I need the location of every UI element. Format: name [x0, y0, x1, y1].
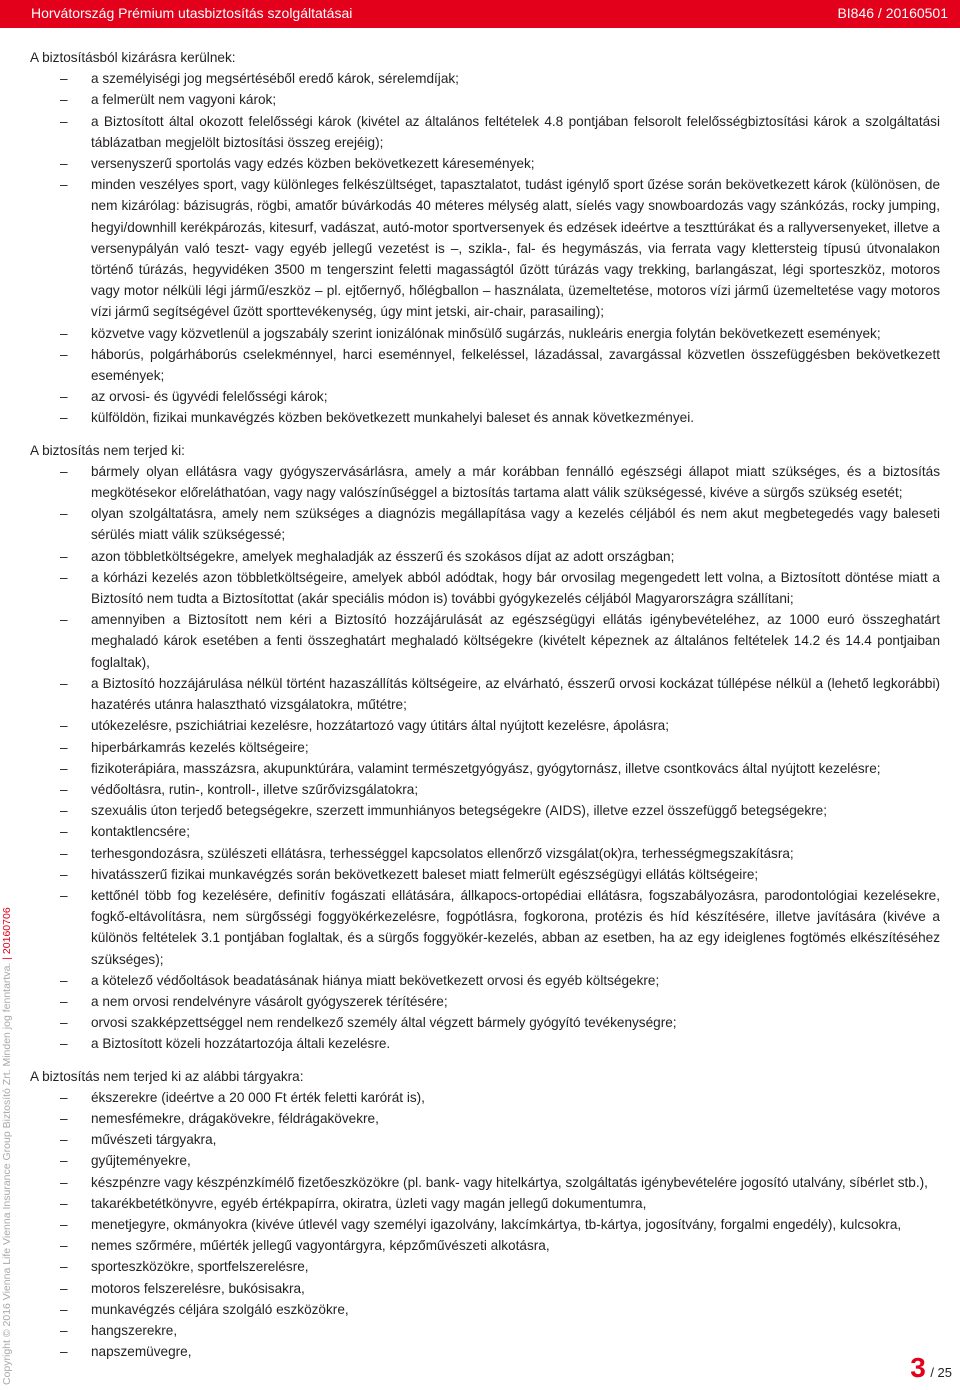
- list-item: – olyan szolgáltatásra, amely nem szükséges a diagnózis megállapítása vagy a kezelés céljából és nem akut megbetegedés vagy baleseti sérülés miatt válik szükségessé;: [30, 503, 940, 545]
- list-item: – sporteszközökre, sportfelszerelésre,: [30, 1256, 940, 1277]
- list-item: – minden veszélyes sport, vagy különleges felkészültséget, tapasztalatot, tudást igénylő sport űzése során bekövetkezett károk (különösen, de nem kizárólag: bázisugrás, rögbi, amatőr búvárkodás 40 méteres mélység alatt, síelés vagy snowboardozás vagy szánkózás, rocky jumping, hegyi/downhill kerékpározás, kitesurf, vadászat, autó-motor sportversenyek és edzések ideértve a teszttúrákat és a rallyversenyeket, illetve a versenypályán való teszt- vagy egyéb jellegű vezetést is –, szikla-, fal- és hegymászás, via ferrata vagy klettersteig típusú útvonalakon történő túrázás, hegyvidéken 3500 m tengerszint feletti magasságtól űzött túrázás vagy trekking, barlangászat, légi sporteszköz, motoros vagy motor nélküli légi jármű/eszköz – pl. ejtőernyő, hőlégballon – használata, üzemeltetése, motoros vízi jármű üzemeltetése vagy motoros vízi jármű segítségével űzött sporttevékenység, úgy mint jetski, air-chair, parasailing);: [30, 174, 940, 322]
- list-item: – készpénzre vagy készpénzkímélő fizetőeszközökre (pl. bank- vagy hitelkártya, szolgáltatás igénybevételére jogosító utalvány, síbérlet stb.),: [30, 1172, 940, 1193]
- list-item: – menetjegyre, okmányokra (kivéve útlevél vagy személyi igazolvány, lakcímkártya, tb-kártya, jogosítvány, forgalmi engedély), kulcsokra,: [30, 1214, 940, 1235]
- list-item: – művészeti tárgyakra,: [30, 1129, 940, 1150]
- list-item: – védőoltásra, rutin-, kontroll-, illetve szűrővizsgálatokra;: [30, 779, 940, 800]
- list-item: – az orvosi- és ügyvédi felelősségi károk;: [30, 386, 940, 407]
- list-item: – nemesfémekre, drágakövekre, féldrágakövekre,: [30, 1108, 940, 1129]
- list-item: – hivatásszerű fizikai munkavégzés során bekövetkezett baleset miatt felmerült egészségügyi ellátás költségeire;: [30, 864, 940, 885]
- list-item: – a nem orvosi rendelvényre vásárolt gyógyszerek térítésére;: [30, 991, 940, 1012]
- list-item: – hangszerekre,: [30, 1320, 940, 1341]
- list-item: – takarékbetétkönyvre, egyéb értékpapírra, okiratra, üzleti vagy magán jellegű dokumentumra,: [30, 1193, 940, 1214]
- list-item: – háborús, polgárháborús cselekménnyel, harci eseménnyel, felkeléssel, lázadással, zavargással közvetlen összefüggésben bekövetkezett események;: [30, 344, 940, 386]
- excluded-items-section: [30, 1066, 940, 1363]
- list-item: – gyűjteményekre,: [30, 1150, 940, 1171]
- page-number: [910, 1352, 952, 1384]
- excluded-items-list: [30, 1087, 940, 1363]
- list-item: – a felmerült nem vagyoni károk;: [30, 89, 940, 110]
- list-item: – a kórházi kezelés azon többletköltségeire, amelyek abból adódtak, hogy bár orvosilag megengedett lett volna, a Biztosított döntése miatt a Biztosító nem tudta a Biztosítottat (akár speciális módon is) további gyógykezelés céljából Magyarországra szállítani;: [30, 567, 940, 609]
- not-covered-section: [30, 440, 940, 1055]
- list-item: – a Biztosító hozzájárulása nélkül történt hazaszállítás költségeire, az elvárható, ésszerű orvosi kockázat túllépése nélkül a (lehető legkorábbi) hazatérés utánra halasztható vizsgálatokra, műtétre;: [30, 673, 940, 715]
- list-item: – munkavégzés céljára szolgáló eszközökre,: [30, 1299, 940, 1320]
- list-item: – motoros felszerelésre, bukósisakra,: [30, 1278, 940, 1299]
- page-header: [0, 0, 960, 28]
- copyright-sidebar: [1, 865, 13, 1385]
- list-item: – kontaktlencsére;: [30, 821, 940, 842]
- document-code: BI846 / 20160501: [837, 5, 948, 21]
- list-item: – versenyszerű sportolás vagy edzés közben bekövetkezett káresemények;: [30, 153, 940, 174]
- section-title: A biztosítás nem terjed ki:: [30, 442, 185, 458]
- exclusions-section: [30, 47, 940, 429]
- list-item: – közvetve vagy közvetlenül a jogszabály szerint ionizálónak minősülő sugárzás, nukleáris energia folytán bekövetkezett események;: [30, 323, 940, 344]
- list-item: – amennyiben a Biztosított nem kéri a Biztosító hozzájárulását az egészségügyi ellátás igénybevételéhez, az 1000 euró összeghatárt meghaladó károk esetében a fenti összeghatárt meghaladó költségekre (kivételt képeznek az általános feltételek 14.2 és 14.4 pontjaiban foglaltak),: [30, 609, 940, 673]
- current-page: 3: [910, 1352, 926, 1383]
- section-title: A biztosítás nem terjed ki az alábbi tárgyakra:: [30, 1068, 304, 1084]
- list-item: – bármely olyan ellátásra vagy gyógyszervásárlásra, amely a már korábban fennálló egészségi állapot miatt szükséges, és a biztosítás megkötésekor előreláthatóan, vagy nagy valószínűséggel a biztosítás tartama alatt válik szükségessé, kivéve a sürgős szükség esetét;: [30, 461, 940, 503]
- list-item: – hiperbárkamrás kezelés költségeire;: [30, 737, 940, 758]
- copyright-text: Copyright © 2016 Vienna Life Vienna Insurance Group Biztosító Zrt. Minden jog fenntartva.: [1, 962, 13, 1385]
- list-item: – külföldön, fizikai munkavégzés közben bekövetkezett munkahelyi baleset és annak következményei.: [30, 407, 940, 428]
- not-covered-list: [30, 461, 940, 1055]
- list-item: – fizikoterápiára, masszázsra, akupunktúrára, valamint természetgyógyász, gyógytornász, illetve csontkovács által nyújtott kezelésre;: [30, 758, 940, 779]
- list-item: – a kötelező védőoltások beadatásának hiánya miatt bekövetkezett orvosi és egyéb költségekre;: [30, 970, 940, 991]
- list-item: – a Biztosított által okozott felelősségi károk (kivétel az általános feltételek 4.8 pontjában felsorolt felelősségbiztosítási károk a szolgáltatási táblázatban megjelölt biztosítási összeg erejéig);: [30, 111, 940, 153]
- list-item: – napszemüvegre,: [30, 1341, 940, 1362]
- list-item: – a személyiségi jog megsértéséből eredő károk, sérelemdíjak;: [30, 68, 940, 89]
- list-item: – ékszerekre (ideértve a 20 000 Ft érték feletti karórát is),: [30, 1087, 940, 1108]
- total-pages: / 25: [930, 1365, 952, 1380]
- list-item: – kettőnél több fog kezelésére, definitív fogászati ellátására, állkapocs-ortopédiai ellátásra, fogszabályozásra, parodontológiai kezelésekre, fogkő-eltávolításra, nem sürgősségi foggyökérkezelésre, fogpótlásra, fogkorona, protézis és híd készítésére, illetve javítására (kivéve a különös feltételek 3.1 pontjában foglaltak, és a sürgős foggyökér-kezelés, abban az esetben, ha az egy ideiglenes fogtömés elkészítéséhez szükséges);: [30, 885, 940, 970]
- list-item: – a Biztosított közeli hozzátartozója általi kezelésre.: [30, 1033, 940, 1054]
- section-title: A biztosításból kizárásra kerülnek:: [30, 50, 236, 65]
- copyright-separator: |: [1, 956, 13, 960]
- list-item: – utókezelésre, pszichiátriai kezelésre, hozzátartozó vagy útitárs által nyújtott kezelésre, ápolásra;: [30, 715, 940, 736]
- list-item: – orvosi szakképzettséggel nem rendelkező személy által végzett bármely gyógyító tevékenységre;: [30, 1012, 940, 1033]
- document-date: 20160706: [1, 907, 13, 955]
- document-body: [30, 47, 940, 1373]
- list-item: – szexuális úton terjedő betegségekre, szerzett immunhiányos betegségekre (AIDS), illetve ezzel összefüggő betegségekre;: [30, 800, 940, 821]
- document-title: Horvátország Prémium utasbiztosítás szolgáltatásai: [31, 5, 353, 21]
- list-item: – terhesgondozásra, szülészeti ellátásra, terhességgel kapcsolatos ellenőrző vizsgálat(ok)ra, terhességmegszakításra;: [30, 843, 940, 864]
- exclusions-list: [30, 68, 940, 428]
- list-item: – azon többletköltségekre, amelyek meghaladják az ésszerű és szokásos díjat az adott országban;: [30, 546, 940, 567]
- list-item: – nemes szőrmére, műérték jellegű vagyontárgyra, képzőművészeti alkotásra,: [30, 1235, 940, 1256]
